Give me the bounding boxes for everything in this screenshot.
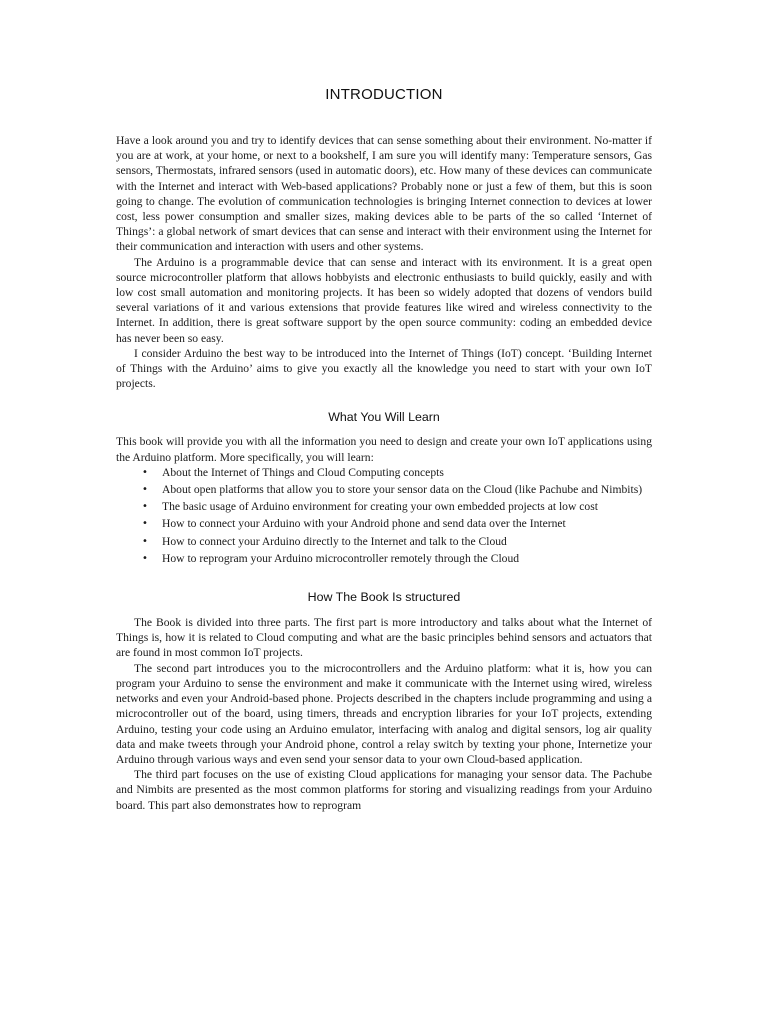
book-structure-section <box>116 590 652 813</box>
section-heading: How The Book Is structured <box>307 590 461 605</box>
list-item-text: How to connect your Arduino directly to the Internet and talk to the Cloud <box>162 534 507 548</box>
list-item-text: About open platforms that allow you to store your sensor data on the Cloud (like Pachube and Nimbits) <box>162 483 643 497</box>
bullet-icon: • <box>142 501 148 513</box>
intro-paragraph: Have a look around you and try to identify devices that can sense something about their environment. No-matter if you are at work, at your home, or next to a bookshelf, I am sure you will identify many: Temperature sensors, Gas sensors, Thermostats, infrared sensors (used in automatic doors), etc. How many of these devices can communicate with the Internet and interact with Web-based applications? Probably none or just a few of them, but this is soon going to change. The evolution of communication technologies is bringing Internet connection to devices at lower cost, less power consumption and smaller sizes, making devices able to be parts of the so called ‘Internet of Things’: a global network of smart devices that can sense and interact with their environment using the Internet for their communication and interaction with users and other systems. <box>116 134 652 254</box>
list-item <box>142 534 652 549</box>
what-you-will-learn-section <box>116 410 652 566</box>
bullet-icon: • <box>142 552 148 564</box>
bullet-icon: • <box>142 535 148 547</box>
list-item <box>142 482 652 497</box>
section-heading: What You Will Learn <box>328 410 440 425</box>
page-title: INTRODUCTION <box>325 86 443 103</box>
list-item-text: About the Internet of Things and Cloud Computing concepts <box>162 465 444 479</box>
intro-paragraph: The Arduino is a programmable device that can sense and interact with its environment. It is a great open source microcontroller platform that allows hobbyists and electronic enthusiasts to build quickly, easily and with low cost small automation and monitoring projects. It has been so widely adopted that dozens of vendors build several variations of it and various extensions that provide features like wired and wireless connectivity to the Internet. In addition, there is great software support by the open source community: coding an embedded device has never been so easy. <box>116 255 652 345</box>
introduction-section <box>116 86 652 391</box>
structure-paragraph: The Book is divided into three parts. The first part is more introductory and talks about what the Internet of Things is, how it is related to Cloud computing and what are the basic principles behind sensors and actuators that are found in most common IoT projects. <box>116 616 652 660</box>
list-item <box>142 499 652 514</box>
bullet-icon: • <box>142 518 148 530</box>
list-item <box>142 465 652 480</box>
structure-paragraph: The second part introduces you to the microcontrollers and the Arduino platform: what it is, how you can program your Arduino to sense the environment and make it communicate with the Internet using wired, wireless networks and even your Android-based phone. Projects described in the chapters include programming and using a microcontroller out of the board, using timers, threads and encryption libraries for your IoT projects, extending Arduino, testing your code using an Arduino emulator, interfacing with analog and digital sensors, log air quality data and make tweets through your Android phone, control a relay switch by texting your phone, Internetize your Arduino through various ways and even send your sensor data to your own Cloud-based application. <box>116 661 652 766</box>
list-item-text: How to reprogram your Arduino microcontroller remotely through the Cloud <box>162 551 520 565</box>
intro-paragraph: I consider Arduino the best way to be introduced into the Internet of Things (IoT) concept. ‘Building Internet of Things with the Arduino’ aims to give you exactly all the knowledge you need to start with your own IoT projects. <box>116 346 652 391</box>
structure-paragraph: The third part focuses on the use of existing Cloud applications for managing your sensor data. The Pachube and Nimbits are presented as the most common platforms for storing and visualizing readings from your Arduino board. This part also demonstrates how to reprogram <box>116 768 652 812</box>
list-item <box>142 516 652 531</box>
list-item <box>142 551 652 566</box>
bullet-icon: • <box>142 466 148 478</box>
learn-lead-paragraph: This book will provide you with all the information you need to design and create your own IoT applications using the Arduino platform. More specifically, you will learn: <box>116 435 652 464</box>
list-item-text: How to connect your Arduino with your Android phone and send data over the Internet <box>162 517 566 531</box>
learn-bullet-list <box>116 465 652 566</box>
list-item-text: The basic usage of Arduino environment for creating your own embedded projects at low cost <box>162 500 598 514</box>
bullet-icon: • <box>142 484 148 496</box>
